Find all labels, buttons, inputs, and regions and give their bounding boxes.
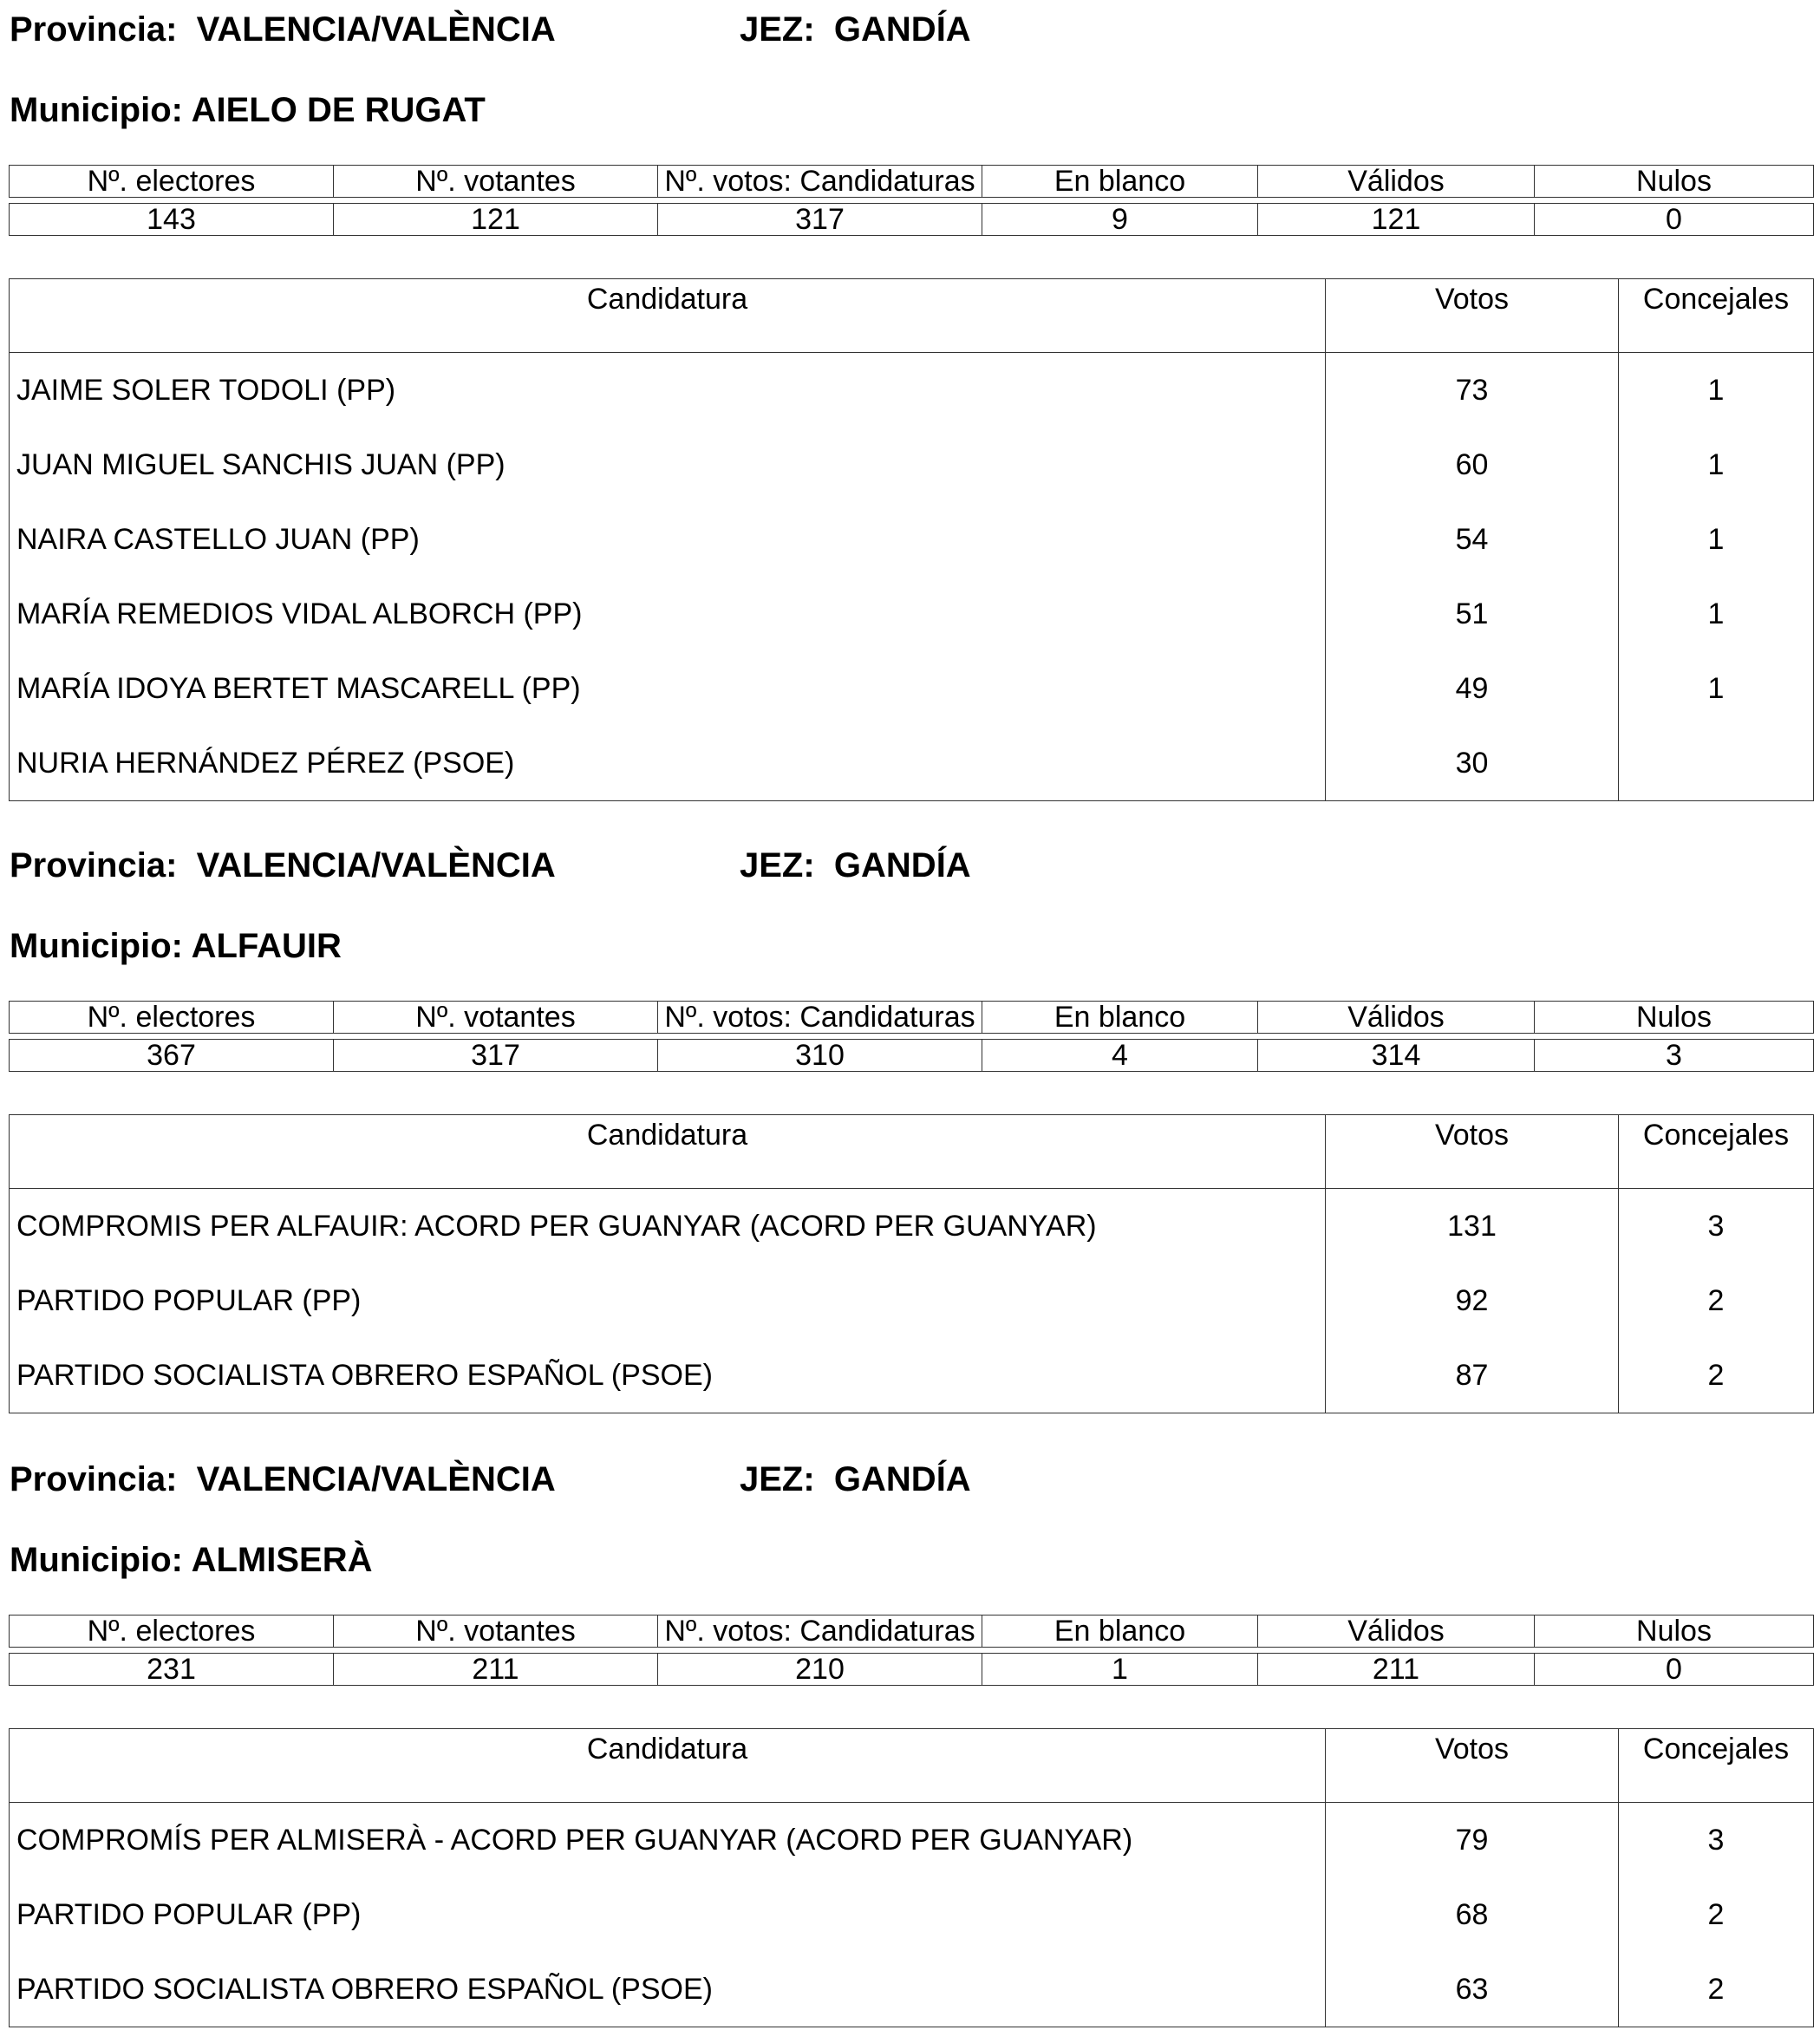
jez-value: GANDÍA — [833, 1460, 971, 1498]
nulos-value: 3 — [1535, 1040, 1814, 1072]
candidate-row — [10, 502, 1814, 577]
candidates-table — [9, 278, 1814, 801]
candidate-name: MARÍA REMEDIOS VIDAL ALBORCH (PP) — [10, 577, 1326, 651]
jez-block — [740, 1462, 971, 1497]
candidate-row — [10, 1263, 1814, 1338]
validos-value: 121 — [1258, 204, 1535, 236]
candidate-row — [10, 428, 1814, 502]
candidate-concejales: 1 — [1619, 651, 1814, 726]
municipio-header — [10, 1543, 373, 1577]
candidate-row — [10, 1189, 1814, 1264]
stats-header-row — [10, 166, 1814, 198]
col-nulos: Nulos — [1535, 166, 1814, 198]
col-votantes: Nº. votantes — [334, 1616, 658, 1648]
candidate-votos: 49 — [1326, 651, 1619, 726]
candidate-votos: 79 — [1326, 1803, 1619, 1878]
provincia-header — [10, 1460, 971, 1498]
candidate-concejales: 2 — [1619, 1263, 1814, 1338]
candidates-header-row — [10, 279, 1814, 353]
candidate-concejales: 2 — [1619, 1952, 1814, 2027]
candidate-votos: 30 — [1326, 726, 1619, 801]
col-candidatura: Candidatura — [10, 1115, 1326, 1189]
col-votos-candidaturas: Nº. votos: Candidaturas — [658, 166, 982, 198]
provincia-header — [10, 10, 971, 49]
candidate-concejales: 3 — [1619, 1803, 1814, 1878]
candidate-votos: 73 — [1326, 353, 1619, 428]
stats-table — [9, 1001, 1814, 1072]
electores-value: 231 — [10, 1654, 334, 1686]
candidates-table — [9, 1114, 1814, 1413]
nulos-value: 0 — [1535, 1654, 1814, 1686]
validos-value: 211 — [1258, 1654, 1535, 1686]
municipio-value: AIELO DE RUGAT — [191, 91, 486, 129]
candidate-name: NURIA HERNÁNDEZ PÉREZ (PSOE) — [10, 726, 1326, 801]
candidate-row — [10, 1338, 1814, 1413]
provincia-value: VALENCIA/VALÈNCIA — [196, 10, 556, 49]
candidate-concejales: 1 — [1619, 502, 1814, 577]
provincia-value: VALENCIA/VALÈNCIA — [196, 846, 556, 884]
candidates-header-row — [10, 1729, 1814, 1803]
col-concejales: Concejales — [1619, 1115, 1814, 1189]
candidate-concejales — [1619, 726, 1814, 801]
candidate-concejales: 2 — [1619, 1338, 1814, 1413]
votos-candidaturas-value: 310 — [658, 1040, 982, 1072]
en-blanco-value: 1 — [982, 1654, 1258, 1686]
jez-value: GANDÍA — [833, 10, 971, 49]
col-votantes: Nº. votantes — [334, 166, 658, 198]
candidate-name: NAIRA CASTELLO JUAN (PP) — [10, 502, 1326, 577]
candidate-name: COMPROMÍS PER ALMISERÀ - ACORD PER GUANYAR (ACORD PER GUANYAR) — [10, 1803, 1326, 1878]
candidate-name: PARTIDO SOCIALISTA OBRERO ESPAÑOL (PSOE) — [10, 1952, 1326, 2027]
provincia-label: Provincia: — [10, 1460, 178, 1498]
candidate-name: JUAN MIGUEL SANCHIS JUAN (PP) — [10, 428, 1326, 502]
candidate-row — [10, 1803, 1814, 1878]
candidate-concejales: 2 — [1619, 1877, 1814, 1952]
candidate-name: PARTIDO POPULAR (PP) — [10, 1263, 1326, 1338]
candidate-votos: 92 — [1326, 1263, 1619, 1338]
col-concejales: Concejales — [1619, 1729, 1814, 1803]
votantes-value: 317 — [334, 1040, 658, 1072]
col-electores: Nº. electores — [10, 1002, 334, 1034]
jez-block — [740, 12, 971, 47]
electores-value: 367 — [10, 1040, 334, 1072]
votantes-value: 211 — [334, 1654, 658, 1686]
candidates-table — [9, 1728, 1814, 2027]
candidate-name: COMPROMIS PER ALFAUIR: ACORD PER GUANYAR (ACORD PER GUANYAR) — [10, 1189, 1326, 1264]
candidate-concejales: 3 — [1619, 1189, 1814, 1264]
en-blanco-value: 4 — [982, 1040, 1258, 1072]
col-validos: Válidos — [1258, 1616, 1535, 1648]
col-nulos: Nulos — [1535, 1002, 1814, 1034]
col-validos: Válidos — [1258, 1002, 1535, 1034]
stats-table — [9, 165, 1814, 236]
candidate-name: PARTIDO POPULAR (PP) — [10, 1877, 1326, 1952]
provincia-label: Provincia: — [10, 10, 178, 49]
candidates-header-row — [10, 1115, 1814, 1189]
jez-block — [740, 848, 971, 883]
jez-value: GANDÍA — [833, 846, 971, 884]
col-votos: Votos — [1326, 279, 1619, 353]
col-validos: Válidos — [1258, 166, 1535, 198]
votos-candidaturas-value: 210 — [658, 1654, 982, 1686]
col-votos: Votos — [1326, 1115, 1619, 1189]
candidate-name: JAIME SOLER TODOLI (PP) — [10, 353, 1326, 428]
candidate-row — [10, 1952, 1814, 2027]
provincia-label: Provincia: — [10, 846, 178, 884]
col-electores: Nº. electores — [10, 166, 334, 198]
stats-header-row — [10, 1002, 1814, 1034]
candidate-row — [10, 353, 1814, 428]
col-en-blanco: En blanco — [982, 1616, 1258, 1648]
stats-value-row — [10, 204, 1814, 236]
stats-value-row — [10, 1040, 1814, 1072]
col-votos-candidaturas: Nº. votos: Candidaturas — [658, 1616, 982, 1648]
candidate-votos: 87 — [1326, 1338, 1619, 1413]
candidate-votos: 68 — [1326, 1877, 1619, 1952]
nulos-value: 0 — [1535, 204, 1814, 236]
municipio-value: ALMISERÀ — [191, 1541, 373, 1579]
stats-value-row — [10, 1654, 1814, 1686]
en-blanco-value: 9 — [982, 204, 1258, 236]
candidate-row — [10, 577, 1814, 651]
candidate-votos: 131 — [1326, 1189, 1619, 1264]
candidate-votos: 63 — [1326, 1952, 1619, 2027]
votantes-value: 121 — [334, 204, 658, 236]
municipio-label: Municipio: — [10, 91, 183, 129]
electores-value: 143 — [10, 204, 334, 236]
validos-value: 314 — [1258, 1040, 1535, 1072]
jez-label: JEZ: — [740, 1460, 815, 1498]
candidate-concejales: 1 — [1619, 428, 1814, 502]
col-votos: Votos — [1326, 1729, 1619, 1803]
col-votantes: Nº. votantes — [334, 1002, 658, 1034]
candidate-name: PARTIDO SOCIALISTA OBRERO ESPAÑOL (PSOE) — [10, 1338, 1326, 1413]
col-en-blanco: En blanco — [982, 1002, 1258, 1034]
col-candidatura: Candidatura — [10, 1729, 1326, 1803]
candidate-concejales: 1 — [1619, 353, 1814, 428]
candidate-name: MARÍA IDOYA BERTET MASCARELL (PP) — [10, 651, 1326, 726]
votos-candidaturas-value: 317 — [658, 204, 982, 236]
candidate-row — [10, 1877, 1814, 1952]
municipio-label: Municipio: — [10, 1541, 183, 1579]
candidate-votos: 51 — [1326, 577, 1619, 651]
provincia-header — [10, 846, 971, 884]
col-candidatura: Candidatura — [10, 279, 1326, 353]
municipio-label: Municipio: — [10, 927, 183, 965]
col-concejales: Concejales — [1619, 279, 1814, 353]
candidate-row — [10, 726, 1814, 801]
municipio-header — [10, 929, 342, 963]
candidate-concejales: 1 — [1619, 577, 1814, 651]
stats-header-row — [10, 1616, 1814, 1648]
col-electores: Nº. electores — [10, 1616, 334, 1648]
col-nulos: Nulos — [1535, 1616, 1814, 1648]
candidate-votos: 54 — [1326, 502, 1619, 577]
provincia-value: VALENCIA/VALÈNCIA — [196, 1460, 556, 1498]
candidate-row — [10, 651, 1814, 726]
candidate-votos: 60 — [1326, 428, 1619, 502]
jez-label: JEZ: — [740, 846, 815, 884]
col-en-blanco: En blanco — [982, 166, 1258, 198]
col-votos-candidaturas: Nº. votos: Candidaturas — [658, 1002, 982, 1034]
stats-table — [9, 1615, 1814, 1686]
jez-label: JEZ: — [740, 10, 815, 49]
municipio-header — [10, 93, 486, 127]
municipio-value: ALFAUIR — [191, 927, 342, 965]
